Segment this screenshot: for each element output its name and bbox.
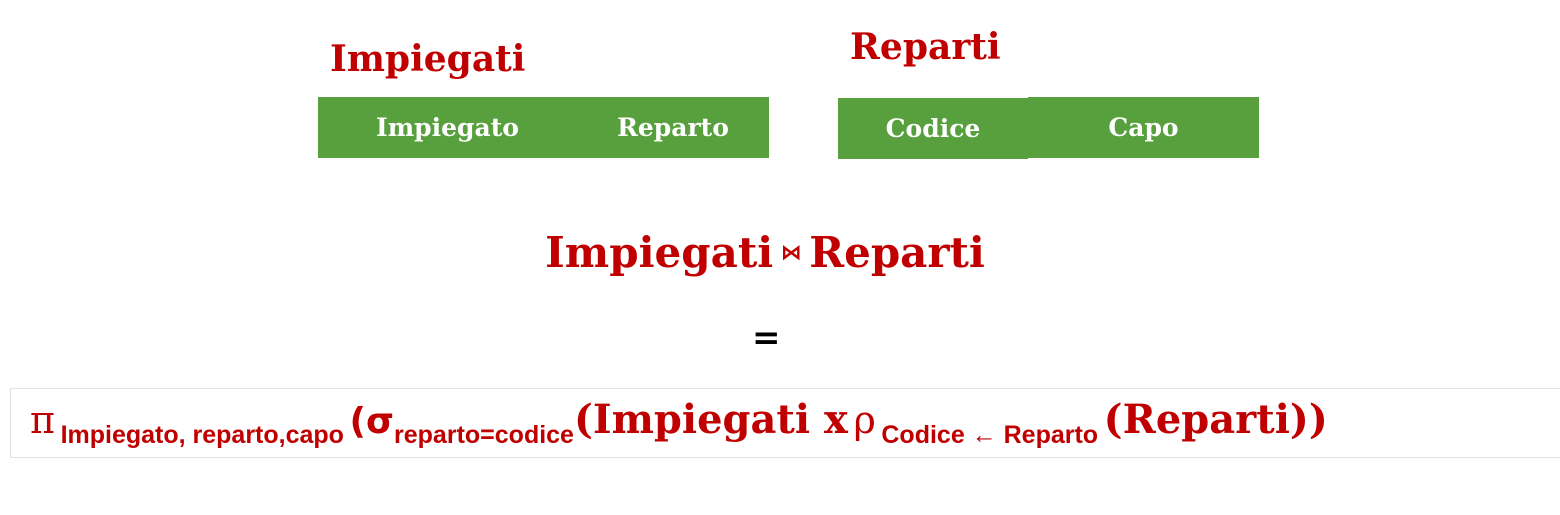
rename-symbol: ρ bbox=[853, 398, 876, 442]
column-header-impiegato: Impiegato bbox=[318, 97, 577, 158]
column-header-codice: Codice bbox=[838, 98, 1028, 159]
impiegati-table-title: Impiegati bbox=[330, 38, 526, 80]
join-left-operand: Impiegati bbox=[545, 228, 774, 277]
column-header-capo: Capo bbox=[1028, 97, 1259, 158]
natural-join-expression bbox=[0, 228, 1530, 277]
projection-attributes: Impiegato, reparto,capo bbox=[60, 421, 344, 449]
join-operator-icon: ⋈ bbox=[781, 240, 802, 264]
relational-algebra-expression bbox=[30, 396, 1328, 449]
join-right-operand: Reparti bbox=[809, 228, 985, 277]
selection-condition: reparto=codice bbox=[394, 421, 574, 449]
reparti-table-title: Reparti bbox=[850, 26, 1001, 68]
projection-symbol: π bbox=[30, 398, 55, 442]
column-header-reparto: Reparto bbox=[577, 97, 769, 158]
selection-symbol: (σ bbox=[349, 401, 395, 442]
impiegati-table-header bbox=[318, 97, 769, 158]
cartesian-product-left: (Impiegati x bbox=[573, 396, 848, 443]
reparti-table-header bbox=[838, 97, 1259, 158]
renamed-relation: (Reparti)) bbox=[1103, 396, 1328, 443]
rename-mapping: Codice ← Reparto bbox=[881, 421, 1099, 449]
equals-sign: = bbox=[752, 318, 781, 358]
